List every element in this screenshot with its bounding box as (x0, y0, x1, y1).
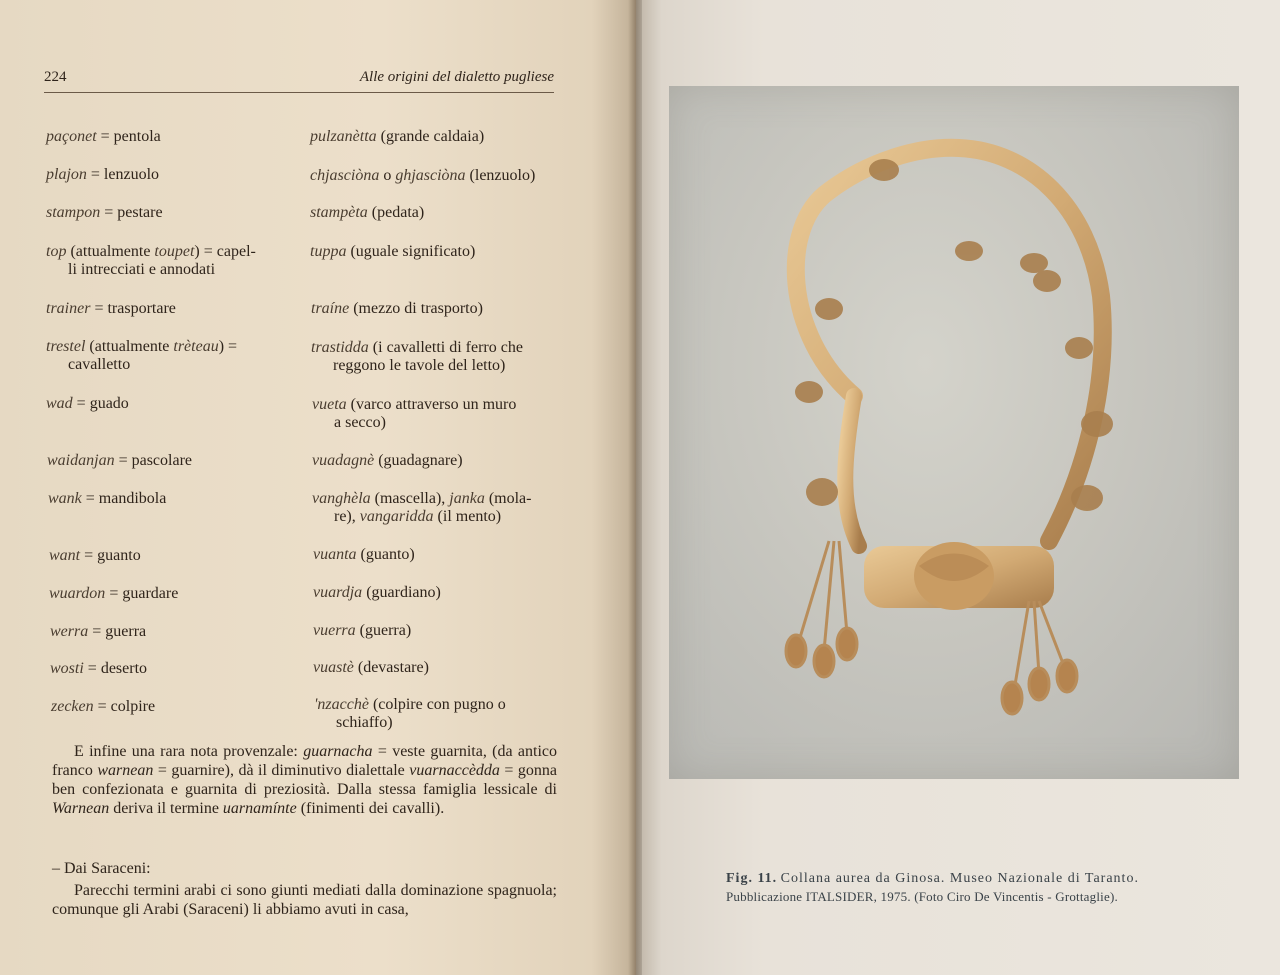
entry-left-trainer: trainer = trasportare (46, 300, 176, 317)
entry-right-tuppa: tuppa (uguale significato) (310, 243, 476, 260)
entry-left-waidanjan: waidanjan = pascolare (47, 452, 192, 469)
figure-caption (726, 870, 1196, 906)
entry-right-pulzanetta: pulzanètta (grande caldaia) (310, 128, 485, 145)
figure-label: Fig. 11. (726, 871, 778, 886)
figure-credits: Pubblicazione ITALSIDER, 1975. (Foto Ciro De Vincentis - Grottaglie). (726, 889, 1118, 904)
entry-left-wank: wank = mandibola (48, 490, 167, 507)
entry-left-wuardon: wuardon = guardare (49, 585, 179, 602)
body-paragraph: E infine una rara nota provenzale: guarnacha = veste guarnita, (da antico franco warnean = guarnire), dà il diminutivo dialettale vuarnaccèdda = gonna ben confezionata e guarnita di preziosità. Dalla stessa famiglia lessicale di Warnean deriva il termine uarnamínte (finimenti dei cavalli). (52, 743, 558, 817)
entry-right-vueta: vueta (varco attraverso un muro a secco) (312, 396, 517, 431)
entry-right-vuadagne: vuadagnè (guadagnare) (312, 452, 463, 469)
entry-left-paconet: paçonet = pentola (46, 128, 161, 145)
entry-right-nzacche: 'nzacchè (colpire con pugno o schiaffo) (314, 696, 506, 731)
necklace-ring (796, 148, 1103, 546)
running-head (44, 66, 554, 93)
entry-right-vuardja: vuardja (guardiano) (313, 584, 441, 601)
gold-necklace-photo (669, 86, 1239, 779)
entry-left-plajon: plajon = lenzuolo (46, 166, 160, 183)
entry-right-vuaste: vuastè (devastare) (313, 659, 429, 676)
page-number: 224 (44, 69, 67, 85)
entry-left-stampon: stampon = pestare (46, 204, 163, 221)
book-gutter (628, 0, 642, 975)
entry-right-trastidda: trastidda (i cavalletti di ferro che reggono le tavole del letto) (311, 339, 523, 374)
entry-left-werra: werra = guerra (50, 623, 147, 640)
running-title: Alle origini del dialetto pugliese (359, 69, 554, 85)
entry-left-want: want = guanto (49, 547, 141, 564)
entry-right-chjasciona: chjasciòna o ghjasciòna (lenzuolo) (310, 167, 536, 184)
entry-right-stampeta: stampèta (pedata) (310, 204, 425, 221)
entry-left-wosti: wosti = deserto (50, 660, 148, 677)
closing-paragraph: Parecchi termini arabi ci sono giunti mediati dalla dominazione spagnuola; comunque gli Arabi (Saraceni) li abbiamo avuti in casa, (52, 882, 557, 918)
figure-text: Collana aurea da Ginosa. Museo Nazionale di Taranto. (780, 871, 1139, 886)
entry-right-vuerra: vuerra (guerra) (313, 622, 412, 639)
left-page (0, 0, 636, 975)
entry-right-vanghela: vanghèla (mascella), janka (mola- re), vangaridda (il mento) (312, 490, 532, 525)
entry-left-top: top (attualmente toupet) = capel- li intrecciati e annodati (46, 243, 256, 278)
necklace-clasp (864, 542, 1054, 610)
entry-left-wad: wad = guado (46, 395, 129, 412)
necklace-illustration (669, 86, 1239, 779)
entry-left-trestel: trestel (attualmente trèteau) = cavalletto (46, 338, 238, 373)
entry-right-traine: traíne (mezzo di trasporto) (311, 300, 483, 317)
section-heading: – Dai Saraceni: (52, 860, 151, 877)
entry-right-vuanta: vuanta (guanto) (313, 546, 415, 563)
entry-left-zecken: zecken = colpire (51, 698, 156, 715)
